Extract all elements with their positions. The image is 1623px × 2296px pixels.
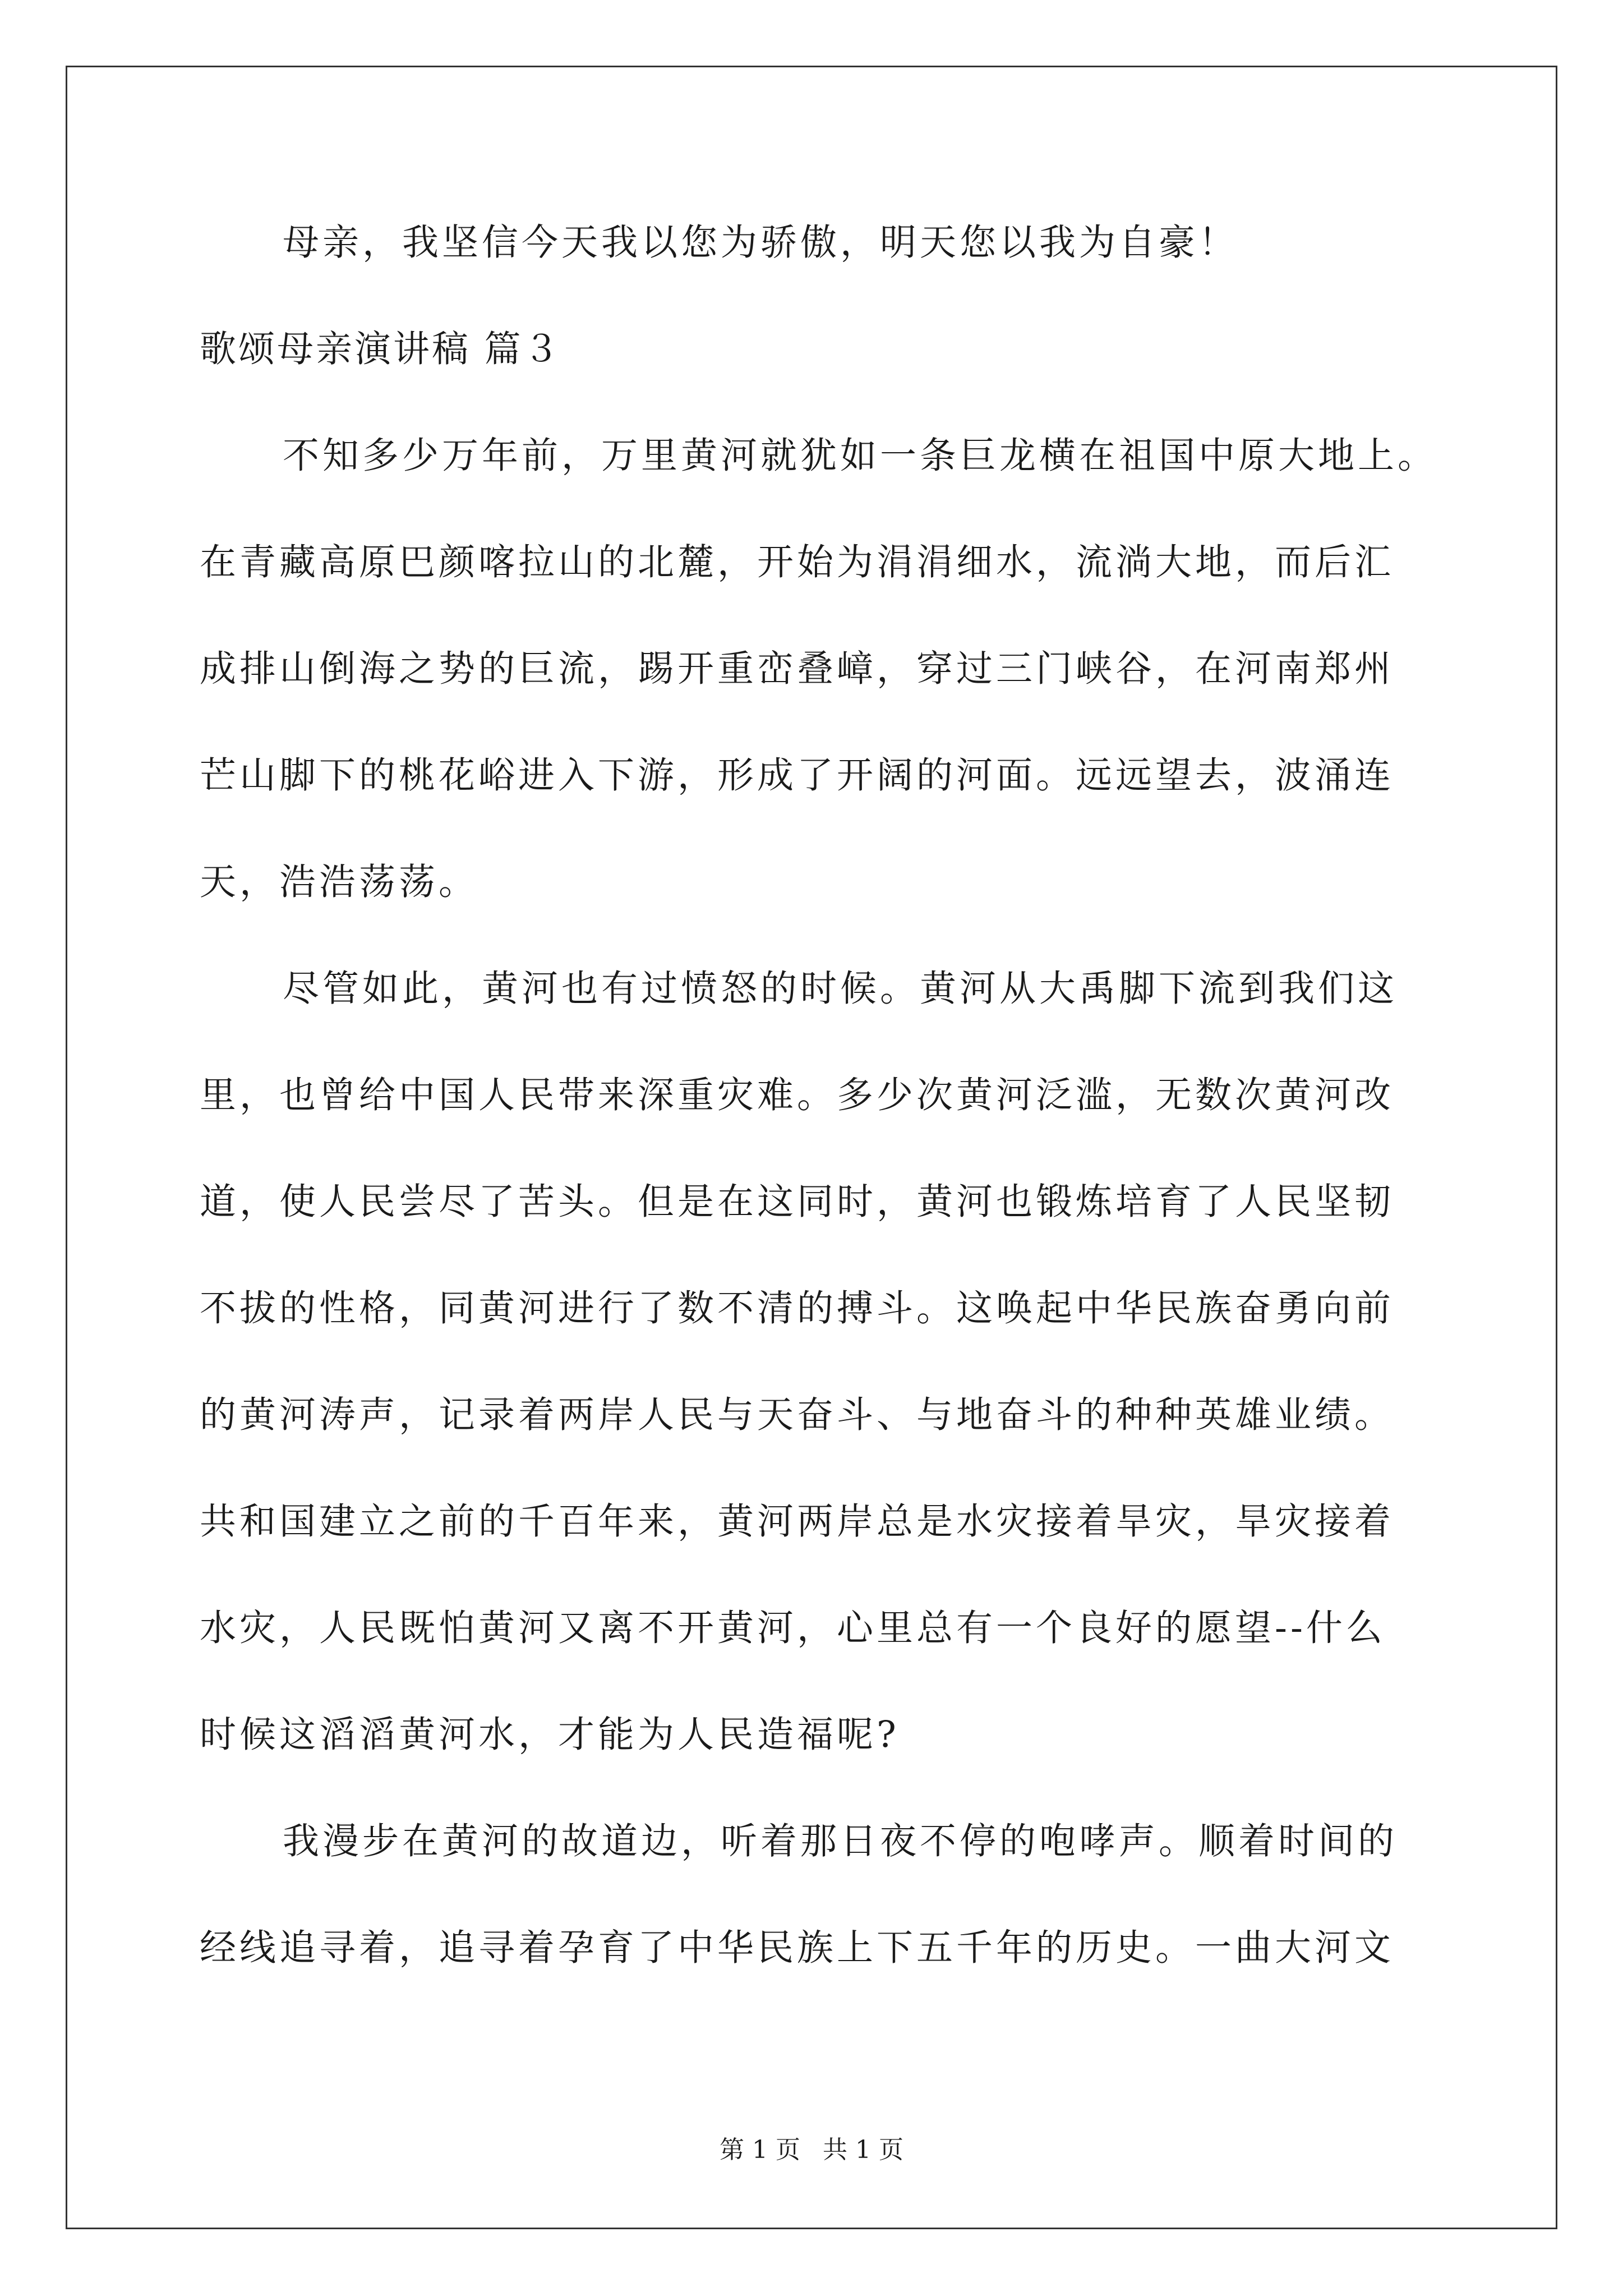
- paragraph-line: 里，也曾给中国人民带来深重灾难。多少次黄河泛滥，无数次黄河改: [200, 1074, 1395, 1116]
- document-body: [200, 222, 1438, 2036]
- paragraph-line: 不知多少万年前，万里黄河就犹如一条巨龙横在祖国中原大地上。: [283, 435, 1438, 477]
- page-number: 第 1 页: [720, 2136, 800, 2164]
- paragraph-line: 成排山倒海之势的巨流，踢开重峦叠嶂，穿过三门峡谷，在河南郑州: [200, 648, 1395, 690]
- paragraph-line: 天，浩浩荡荡。: [200, 861, 479, 903]
- paragraph-line: 道，使人民尝尽了苦头。但是在这同时，黄河也锻炼培育了人民坚韧: [200, 1181, 1395, 1223]
- page-total: 共 1 页: [823, 2136, 903, 2164]
- paragraph-line: 芒山脚下的桃花峪进入下游，形成了开阔的河面。远远望去，波涌连: [200, 754, 1395, 797]
- paragraph-line: 的黄河涛声，记录着两岸人民与天奋斗、与地奋斗的种种英雄业绩。: [200, 1394, 1395, 1436]
- paragraph-line: 水灾，人民既怕黄河又离不开黄河，心里总有一个良好的愿望--什么: [200, 1607, 1386, 1649]
- paragraph-line: 我漫步在黄河的故道边，听着那日夜不停的咆哮声。顺着时间的: [283, 1820, 1398, 1862]
- page-footer: [0, 2136, 1623, 2164]
- paragraph-line: 经线追寻着，追寻着孕育了中华民族上下五千年的历史。一曲大河文: [200, 1927, 1395, 1969]
- paragraph-line: 共和国建立之前的千百年来，黄河两岸总是水灾接着旱灾，旱灾接着: [200, 1501, 1395, 1543]
- section-heading: 歌颂母亲演讲稿 篇３: [200, 328, 562, 370]
- paragraph-line: 在青藏高原巴颜喀拉山的北麓，开始为涓涓细水，流淌大地，而后汇: [200, 541, 1395, 583]
- paragraph-line: 尽管如此，黄河也有过愤怒的时候。黄河从大禹脚下流到我们这: [283, 968, 1398, 1010]
- paragraph-line: 时候这滔滔黄河水，才能为人民造福呢?: [200, 1714, 900, 1756]
- paragraph-line: 母亲，我坚信今天我以您为骄傲，明天您以我为自豪！: [283, 222, 1239, 264]
- paragraph-line: 不拔的性格，同黄河进行了数不清的搏斗。这唤起中华民族奋勇向前: [200, 1287, 1395, 1329]
